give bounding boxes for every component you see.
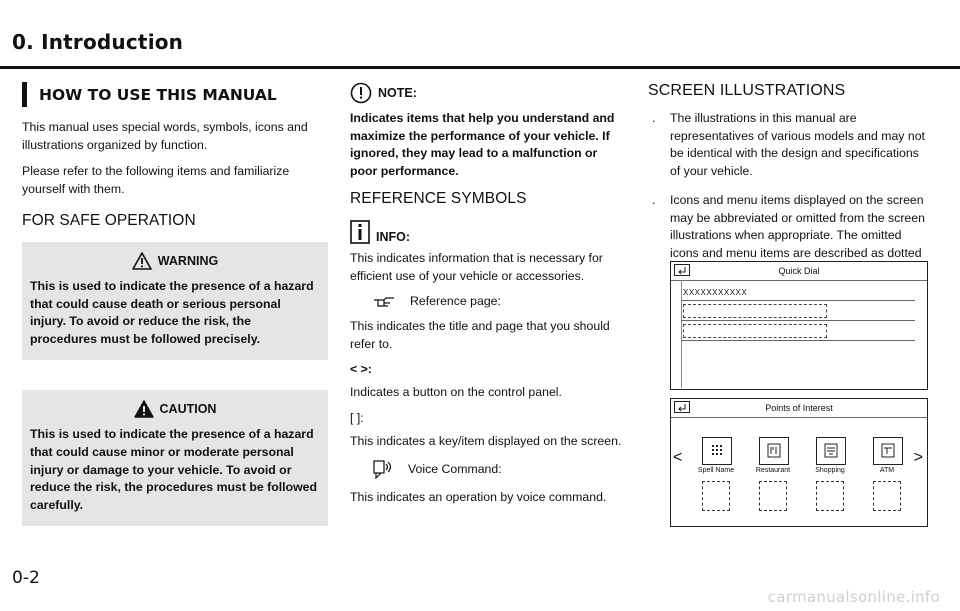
poi-label-atm: ATM [879,467,895,474]
caution-icon [134,400,154,418]
pointing-hand-icon [372,294,396,308]
poi-label-spell-name: Spell Name [697,467,735,474]
reference-symbols-heading: REFERENCE SYMBOLS [350,190,527,207]
note-icon [350,82,372,104]
warning-box [22,242,328,360]
bullet-2-text: Icons and menu items displayed on the screen may be abbreviated or omitted from the screen illustrations when appropriate. The omitted icons and menu items are described as dotted [670,193,925,260]
angle-bracket-symbol: < >: [350,362,372,376]
page-header-title: 0. Introduction [12,30,184,54]
header-rule [0,66,960,69]
back-icon [674,401,690,413]
caution-box [22,390,328,526]
screen-illustrations-heading: SCREEN ILLUSTRATIONS [648,82,846,99]
info-text: This indicates information that is necessary for efficient use of your vehicle or accessories. [350,251,603,283]
spell-name-icon [702,437,732,465]
voice-command-line [372,459,628,479]
watermark: carmanualsonline.info [767,588,940,606]
square-bracket-text: This indicates a key/item displayed on the screen. [350,433,622,448]
right-arrow-icon: > [913,449,923,466]
quick-dial-screen [670,261,928,390]
note-label: NOTE: [378,86,417,100]
warning-text: This is used to indicate the presence of a hazard that could cause death or serious personal injury. To avoid or reduce the risk, the procedures must be followed precisely. [30,279,314,346]
voice-command-label: Voice Command: [408,462,502,476]
back-icon [674,264,690,276]
reference-page-label: Reference page: [410,294,501,308]
atm-icon [873,437,903,465]
info-heading [350,220,628,244]
left-arrow-icon: < [673,449,683,466]
poi-title: Points of Interest [765,403,833,413]
reference-page-line [372,294,628,308]
intro-paragraph-1: This manual uses special words, symbols, icons and illustrations organized by function. [22,120,308,152]
omitted-icon-placeholder [702,481,730,511]
omitted-item-placeholder [683,304,827,318]
column-2 [350,82,628,516]
info-label: INFO: [376,230,411,244]
section-title: HOW TO USE THIS MANUAL [39,85,277,104]
omitted-icon-placeholder [816,481,844,511]
points-of-interest-screen [670,398,928,527]
bullet-mark: . [652,111,656,125]
shopping-icon [816,437,846,465]
angle-bracket-text: Indicates a button on the control panel. [350,385,562,399]
quick-dial-row: XXXXXXXXXXX [683,288,748,297]
heading-bar [22,82,27,107]
caution-text: This is used to indicate the presence of a hazard that could cause minor or moderate personal injury or damage to your vehicle. To avoid or reduce the risk, the procedures must be followed carefully. [30,427,317,512]
omitted-item-placeholder [683,324,827,338]
voice-command-icon [372,459,394,479]
caution-label: CAUTION [159,402,217,417]
section-heading [22,82,328,107]
info-icon [350,220,370,244]
omitted-icon-placeholder [873,481,901,511]
bullet-1-text: The illustrations in this manual are representatives of various models and may not be identical with the design and specifications of your vehicle. [670,111,925,178]
quick-dial-title: Quick Dial [778,266,820,276]
note-text: Indicates items that help you understand and maximize the performance of your vehicle. If ignored, they may lead to a malfunction or poor performance. [350,111,615,178]
voice-command-text: This indicates an operation by voice command. [350,490,607,504]
bullet-list [648,110,930,280]
bullet-mark: . [652,193,656,207]
omitted-icon-placeholder [759,481,787,511]
note-heading [350,82,628,104]
square-bracket-symbol: [ ]: [350,410,364,425]
column-1 [22,82,328,526]
list-item [648,110,930,180]
restaurant-icon [759,437,789,465]
intro-paragraph-2: Please refer to the following items and familiarize yourself with them. [22,164,290,196]
column-3 [648,82,930,474]
reference-page-text: This indicates the title and page that you should refer to. [350,319,610,351]
safe-operation-heading: FOR SAFE OPERATION [22,212,196,229]
warning-label: WARNING [157,254,219,268]
poi-label-restaurant: Restaurant [755,467,791,474]
warning-icon [132,252,152,270]
page-number: 0-2 [12,568,40,588]
poi-label-shopping: Shopping [815,467,845,474]
